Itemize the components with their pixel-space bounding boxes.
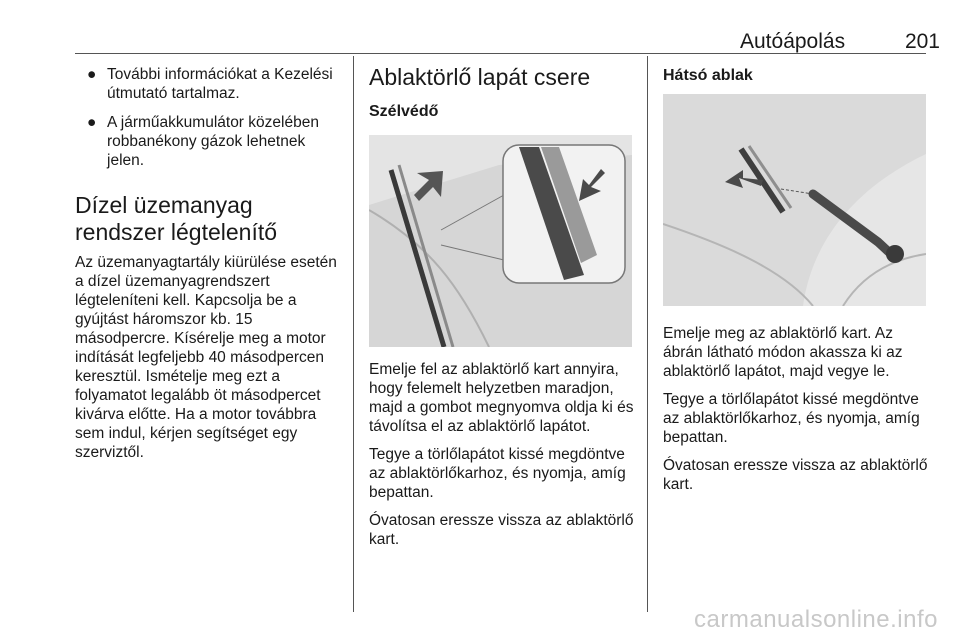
- column-2: [369, 65, 635, 549]
- section-heading-wiper: Ablaktörlő lapát csere: [369, 64, 591, 90]
- page-number: 201: [904, 30, 940, 53]
- column-divider-1: [353, 56, 354, 612]
- windshield-step-1: Emelje fel az ablaktörlő kart annyira, hogy felemelt helyzetben maradjon, majd a gombot megnyomva oldja ki és távolítsa el az ablaktörlő lapátot.: [369, 361, 634, 435]
- subheading-windshield: Szélvédő: [369, 103, 439, 120]
- windshield-wiper-figure: [369, 135, 632, 347]
- bullet-item: ● A járműakkumulátor közelében robbanékony gázok lehetnek jelen.: [87, 114, 319, 169]
- column-divider-2: [647, 56, 648, 612]
- windshield-wiper-illustration: [369, 135, 632, 347]
- windshield-step-2: Tegye a törlőlapátot kissé megdöntve az ablaktörlőkarhoz, és nyomja, amíg bepattan.: [369, 446, 626, 501]
- windshield-step-3: Óvatosan eressze vissza az ablaktörlő kart.: [369, 512, 634, 548]
- section-heading-diesel: Dízel üzemanyag rendszer légtelenítő: [75, 192, 278, 245]
- page-header-title: Autóápolás: [740, 30, 846, 53]
- rear-step-2: Tegye a törlőlapátot kissé megdöntve az ablaktörlőkarhoz, és nyomja, amíg bepattan.: [663, 391, 920, 446]
- rear-wiper-illustration: [663, 94, 926, 306]
- bullet-dot-icon: ●: [87, 66, 97, 83]
- bullet-dot-icon: ●: [87, 114, 97, 131]
- rear-step-3: Óvatosan eressze vissza az ablaktörlő kart.: [663, 457, 928, 493]
- bullet-item: ● További információkat a Kezelési útmutató tartalmaz.: [87, 66, 333, 102]
- column-1: [75, 65, 345, 462]
- footer-watermark: carmanualsonline.info: [694, 606, 938, 633]
- column-3: [663, 65, 929, 494]
- subheading-rear-window: Hátsó ablak: [663, 67, 753, 84]
- rear-step-1: Emelje meg az ablaktörlő kart. Az ábrán látható módon akassza ki az ablaktörlő lapátot, majd vegye le.: [663, 325, 903, 380]
- bullet-list: [75, 65, 345, 170]
- header-rule: [75, 53, 926, 54]
- rear-wiper-figure: [663, 94, 926, 306]
- diesel-body-text: Az üzemanyagtartály kiürülése esetén a dízel üzemanyagrendszert légteleníteni kell. Kapcsolja be a gyújtást háromszor kb. 15 másodpercre. Kísérelje meg a motor indítását legfeljebb 40 másodpercen keresztül. Ismételje meg ezt a folyamatot legalább öt másodpercet kivárva előtte. Ha a motor továbbra sem indul, kérjen segítséget egy szerviztől.: [75, 254, 337, 461]
